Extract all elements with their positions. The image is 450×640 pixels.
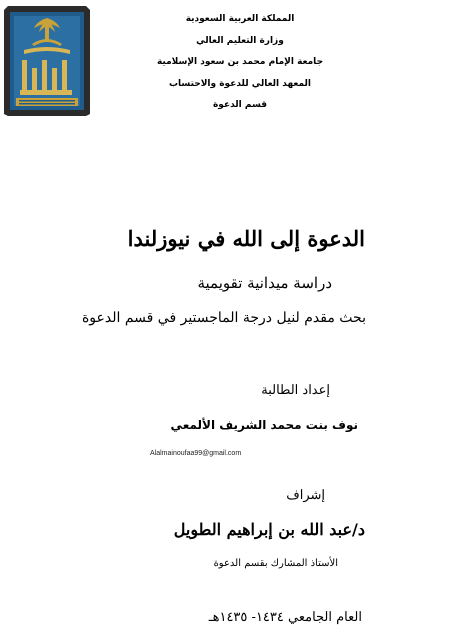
supervision-label: إشراف <box>286 488 325 503</box>
header-department: قسم الدعوة <box>212 100 267 110</box>
supervisor-title: الأستاذ المشارك بقسم الدعوة <box>213 558 338 569</box>
thesis-subtitle: دراسة ميدانية تقويمية <box>197 274 332 292</box>
preparation-label: إعداد الطالبة <box>261 383 330 398</box>
header-institute: المعهد العالي للدعوة والاحتساب <box>168 78 311 89</box>
student-email: Alalmainoufaa99@gmail.com <box>150 450 242 457</box>
thesis-title: الدعوة إلى الله في نيوزلندا <box>127 226 365 251</box>
supervisor-name: د/عبد الله بن إبراهيم الطويل <box>173 520 365 539</box>
academic-year: العام الجامعي ١٤٣٤- ١٤٣٥هـ <box>208 610 362 625</box>
university-emblem-icon <box>2 4 92 118</box>
student-name: نوف بنت محمد الشريف الألمعي <box>170 418 358 432</box>
header-university: جامعة الإمام محمد بن سعود الإسلامية <box>156 57 324 67</box>
header-country: المملكة العربية السعودية <box>185 14 295 24</box>
institution-header <box>90 9 390 117</box>
research-description: بحث مقدم لنيل درجة الماجستير في قسم الدعوة <box>81 310 366 326</box>
header-ministry: وزارة التعليم العالي <box>196 35 284 46</box>
